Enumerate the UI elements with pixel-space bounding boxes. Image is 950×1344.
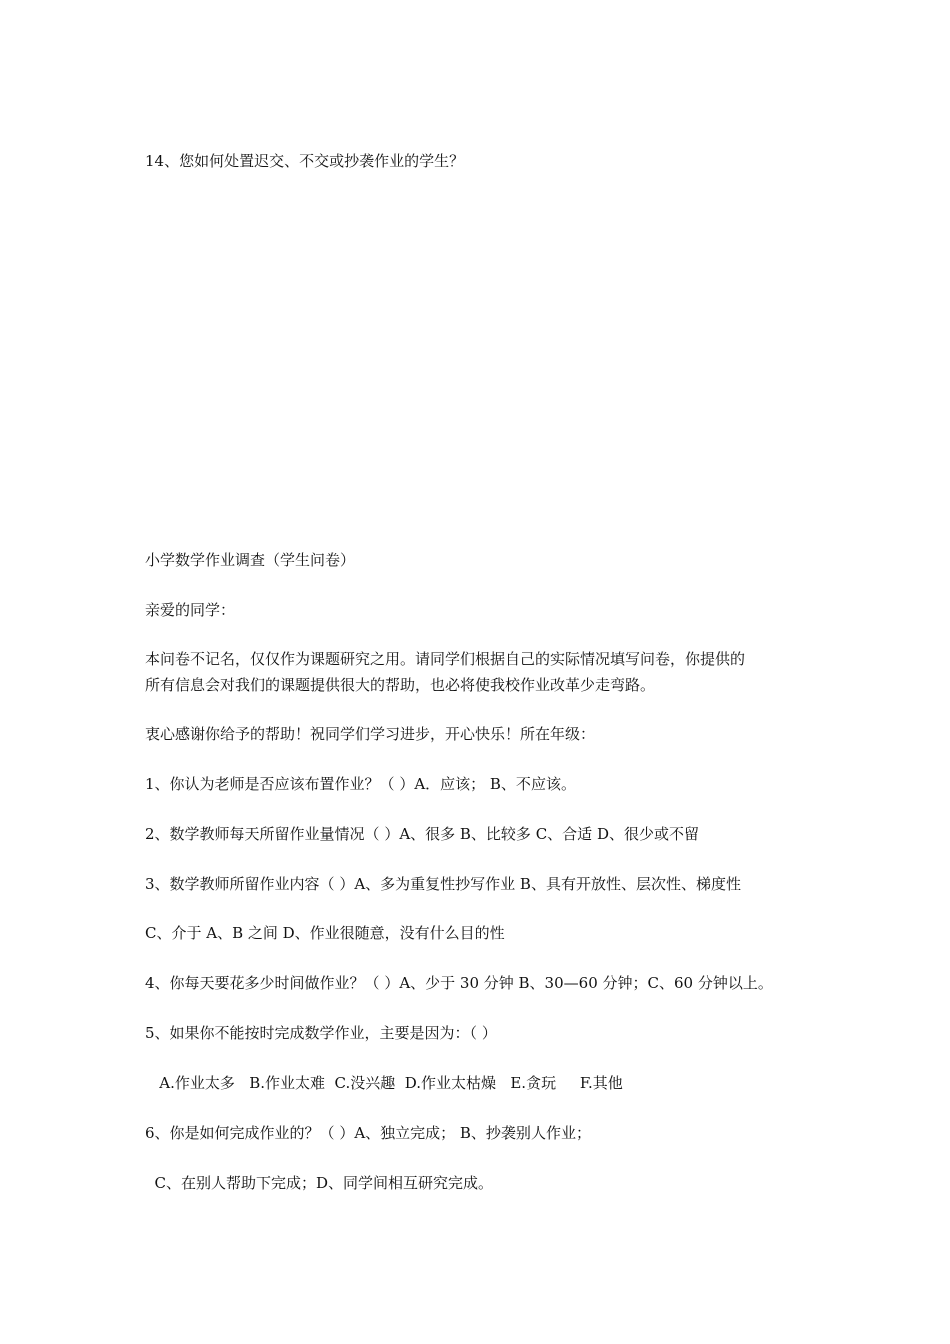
question-5-options: A.作业太多 B.作业太难 C.没兴趣 D.作业太枯燥 E.贪玩 F.其他 — [145, 1074, 623, 1092]
question-14: 14、您如何处置迟交、不交或抄袭作业的学生？ — [145, 152, 465, 170]
thanks-line: 衷心感谢你给予的帮助！祝同学们学习进步，开心快乐！所在年级： — [145, 725, 596, 743]
survey-title: 小学数学作业调查（学生问卷） — [145, 551, 356, 569]
question-6-continued: C、在别人帮助下完成；D、同学间相互研究完成。 — [145, 1174, 494, 1192]
greeting: 亲爱的同学： — [145, 601, 236, 619]
question-3: 3、数学教师所留作业内容（ ）A、多为重复性抄写作业 B、具有开放性、层次性、梯度性 — [145, 875, 741, 893]
intro-line-2: 所有信息会对我们的课题提供很大的帮助，也必将使我校作业改革少走弯路。 — [145, 676, 656, 694]
question-4: 4、你每天要花多少时间做作业？（ ）A、少于 30 分钟 B、30—60 分钟；C、60 分钟以上。 — [145, 974, 773, 992]
question-3-continued: C、介于 A、B 之间 D、作业很随意，没有什么目的性 — [145, 924, 505, 942]
question-6: 6、你是如何完成作业的？（ ）A、独立完成； B、抄袭别人作业； — [145, 1124, 591, 1142]
intro-line-1: 本问卷不记名，仅仅作为课题研究之用。请同学们根据自己的实际情况填写问卷，你提供的 — [145, 650, 746, 668]
intro-paragraph — [145, 646, 813, 698]
question-5: 5、如果你不能按时完成数学作业，主要是因为：（ ） — [145, 1024, 497, 1042]
question-1: 1、你认为老师是否应该布置作业？（ ）A．应该； B、不应该。 — [145, 775, 576, 793]
question-2: 2、数学教师每天所留作业量情况（ ）A、很多 B、比较多 C、合适 D、很少或不留 — [145, 825, 699, 843]
